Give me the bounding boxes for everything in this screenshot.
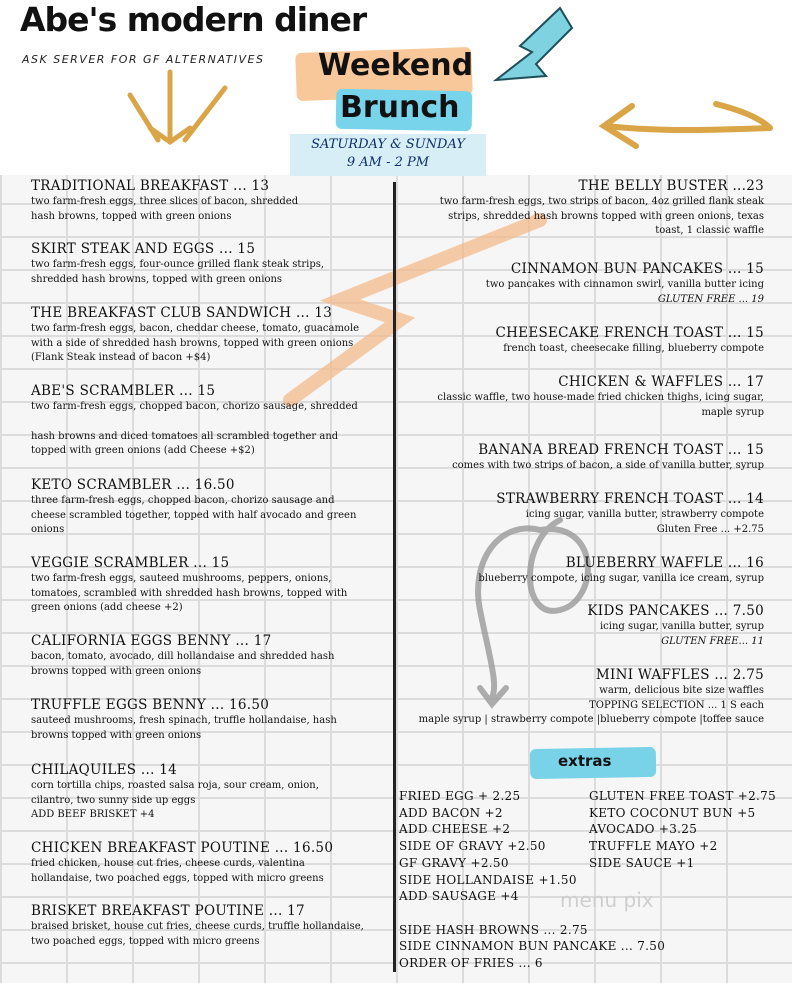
item-desc-line: Gluten Free ... +2.75 xyxy=(656,523,764,535)
item-name: THE BREAKFAST CLUB SANDWICH ... 13 xyxy=(31,305,333,321)
extra-item: ADD BACON +2 xyxy=(399,805,503,820)
item-name: CALIFORNIA EGGS BENNY ... 17 xyxy=(31,633,272,649)
item-desc-line: icing sugar, vanilla butter, strawberry compote xyxy=(525,509,764,520)
gluten-free-price: GLUTEN FREE... 11 xyxy=(661,635,764,647)
extra-item: GF GRAVY +2.50 xyxy=(399,855,509,870)
menu-item xyxy=(394,374,764,420)
extra-item: KETO COCONUT BUN +5 xyxy=(589,805,756,820)
item-desc-line: strips, shredded hash browns topped with green onions, texas xyxy=(448,210,764,222)
item-desc-line: onions xyxy=(31,524,65,536)
item-desc-line: two pancakes with cinnamon swirl, vanilla butter icing xyxy=(485,279,764,290)
gf-note: ASK SERVER FOR GF ALTERNATIVES xyxy=(22,53,265,66)
item-name: MINI WAFFLES ... 2.75 xyxy=(595,667,764,683)
extra-item: SIDE HOLLANDAISE +1.50 xyxy=(399,872,577,887)
item-desc-line: cilantro, two sunny side up eggs xyxy=(31,794,196,806)
item-desc-line: cheese scrambled together, topped with half avocado and green xyxy=(31,509,357,521)
item-desc-line: hash browns, topped with green onions xyxy=(31,210,232,222)
item-desc-line: browns topped with green onions xyxy=(31,729,202,741)
item-desc-line: maple syrup xyxy=(701,406,764,418)
menu-item xyxy=(31,477,381,538)
item-name: ABE'S SCRAMBLER ... 15 xyxy=(31,383,216,399)
extras-column-right xyxy=(589,788,776,872)
menu-item xyxy=(394,603,764,649)
extra-item: SIDE CINNAMON BUN PANCAKE ... 7.50 xyxy=(399,939,666,954)
item-name: CHILAQUILES ... 14 xyxy=(31,762,178,778)
menu-item xyxy=(394,178,764,239)
item-name: KETO SCRAMBLER ... 16.50 xyxy=(31,477,235,493)
item-desc-line: toast, 1 classic waffle xyxy=(655,225,764,237)
item-desc-line: classic waffle, two house-made fried chicken thighs, icing sugar, xyxy=(437,392,764,403)
brand-name: Abe's modern diner xyxy=(20,0,367,39)
watermark: menu pix xyxy=(560,888,654,912)
item-name: CINNAMON BUN PANCAKES ... 15 xyxy=(510,261,764,277)
item-desc-line: tomatoes, scrambled with shredded hash browns, topped with xyxy=(31,587,348,599)
item-name: BRISKET BREAKFAST POUTINE ... 17 xyxy=(31,903,305,919)
menu-item xyxy=(31,383,381,459)
item-desc-spacer xyxy=(31,415,381,430)
menu-item xyxy=(31,697,381,743)
item-desc-line: sauteed mushrooms, fresh spinach, truffle hollandaise, hash xyxy=(31,715,337,726)
item-desc-line: bacon, tomato, avocado, dill hollandaise and shredded hash xyxy=(31,651,335,662)
item-name: STRAWBERRY FRENCH TOAST ... 14 xyxy=(496,491,764,507)
item-desc-line: three farm-fresh eggs, chopped bacon, chorizo sausage and xyxy=(31,495,335,506)
menu-item xyxy=(31,840,381,886)
menu-item xyxy=(31,241,381,287)
extra-item: ORDER OF FRIES ... 6 xyxy=(399,956,543,971)
item-desc-line: hash browns and diced tomatoes all scrambled together and xyxy=(31,430,339,442)
menu-item xyxy=(31,178,381,224)
item-desc-line: warm, delicious bite size waffles xyxy=(599,685,764,696)
item-desc-line: TOPPING SELECTION ... 1 S each xyxy=(589,699,764,711)
item-desc-line: corn tortilla chips, roasted salsa roja, sour cream, onion, xyxy=(31,780,319,791)
item-desc-line: comes with two strips of bacon, a side of vanilla butter, syrup xyxy=(452,460,764,471)
item-desc-line: french toast, cheesecake filling, blueberry compote xyxy=(503,343,764,354)
item-name: TRUFFLE EGGS BENNY ... 16.50 xyxy=(31,697,270,713)
item-desc-line: two poached eggs, topped with micro greens xyxy=(31,935,260,947)
item-desc-line: green onions (add cheese +2) xyxy=(31,602,183,614)
menu-item xyxy=(394,325,764,357)
menu-item xyxy=(31,903,381,949)
item-desc-line: fried chicken, house cut fries, cheese curds, valentina xyxy=(31,858,305,869)
extras-title: extras xyxy=(558,752,612,770)
menu-item xyxy=(394,261,764,307)
menu-item xyxy=(31,633,381,679)
item-desc-line: two farm-fresh eggs, four-ounce grilled flank steak strips, xyxy=(31,259,325,270)
item-name: CHICKEN BREAKFAST POUTINE ... 16.50 xyxy=(31,840,334,856)
menu-item xyxy=(384,667,764,728)
item-desc-line: blueberry compote, icing sugar, vanilla ice cream, syrup xyxy=(478,573,764,584)
extra-item: AVOCADO +3.25 xyxy=(589,822,698,837)
menu-item xyxy=(31,555,381,616)
item-desc-line: topped with green onions (add Cheese +$2) xyxy=(31,445,255,457)
hours-text: 9 AM - 2 PM xyxy=(346,155,430,170)
extra-item: SIDE SAUCE +1 xyxy=(589,855,695,870)
item-name: CHEESECAKE FRENCH TOAST ... 15 xyxy=(495,325,764,341)
item-desc-line: two farm-fresh eggs, sauteed mushrooms, peppers, onions, xyxy=(31,573,332,584)
extra-item: FRIED EGG + 2.25 xyxy=(399,789,521,803)
item-desc-line: two farm-fresh eggs, two strips of bacon, 4oz grilled flank steak xyxy=(439,196,764,207)
extra-item: GLUTEN FREE TOAST +2.75 xyxy=(589,789,777,803)
menu-item xyxy=(394,442,764,474)
item-desc-line: two farm-fresh eggs, chopped bacon, chorizo sausage, shredded xyxy=(31,401,358,412)
extra-item: SIDE HASH BROWNS ... 2.75 xyxy=(399,922,588,937)
title-brunch: Brunch xyxy=(340,90,460,125)
menu-item xyxy=(31,762,381,823)
extra-item: ADD CHEESE +2 xyxy=(399,822,511,837)
item-name: BANANA BREAD FRENCH TOAST ... 15 xyxy=(478,442,764,458)
item-desc-line: shredded hash browns, topped with green onions xyxy=(31,273,283,285)
extra-item: SIDE OF GRAVY +2.50 xyxy=(399,839,546,854)
item-desc-line: ADD BEEF BRISKET +4 xyxy=(31,809,155,821)
menu-item xyxy=(394,555,764,587)
item-name: KIDS PANCAKES ... 7.50 xyxy=(587,603,764,619)
item-name: TRADITIONAL BREAKFAST ... 13 xyxy=(31,178,270,194)
item-desc-line: browns topped with green onions xyxy=(31,665,202,677)
gluten-free-price: GLUTEN FREE ... 19 xyxy=(657,293,764,305)
item-desc-line: braised brisket, house cut fries, cheese curds, truffle hollandaise, xyxy=(31,921,364,932)
extra-item: ADD SAUSAGE +4 xyxy=(399,889,519,904)
item-desc-line: hollandaise, two poached eggs, topped with micro greens xyxy=(31,872,324,884)
item-desc-line: two farm-fresh eggs, three slices of bacon, shredded xyxy=(31,196,299,207)
item-desc-line: icing sugar, vanilla butter, syrup xyxy=(599,621,764,632)
days-text: SATURDAY & SUNDAY xyxy=(311,137,465,152)
item-name: CHICKEN & WAFFLES ... 17 xyxy=(558,374,764,390)
item-name: SKIRT STEAK AND EGGS ... 15 xyxy=(31,241,256,257)
menu-item xyxy=(394,491,764,537)
item-name: THE BELLY BUSTER ...23 xyxy=(578,178,764,194)
item-name: VEGGIE SCRAMBLER ... 15 xyxy=(31,555,230,571)
menu-item xyxy=(31,305,381,366)
item-name: BLUEBERRY WAFFLE ... 16 xyxy=(565,555,764,571)
days-hours xyxy=(290,136,486,172)
item-desc-line: with a side of shredded hash browns, topped with green onions xyxy=(31,337,354,349)
item-desc-line: two farm-fresh eggs, bacon, cheddar cheese, tomato, guacamole xyxy=(31,323,360,334)
extra-item: TRUFFLE MAYO +2 xyxy=(589,839,718,854)
item-desc-line: maple syrup | strawberry compote |blueberry compote |toffee sauce xyxy=(418,714,764,726)
title-weekend: Weekend xyxy=(318,48,474,83)
item-desc-line: (Flank Steak instead of bacon +$4) xyxy=(31,352,211,364)
